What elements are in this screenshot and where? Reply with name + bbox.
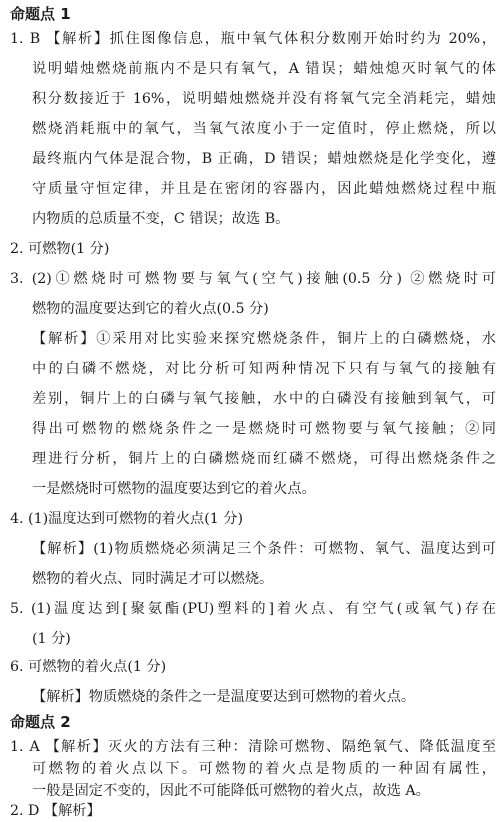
- answer-line: 可燃物的着火点以下。可燃物的着火点是物质的一种固有属性，: [32, 761, 496, 777]
- answer-line: 1. A 【解析】灭火的方法有三种：清除可燃物、隔绝氧气、降低温度至: [10, 739, 496, 755]
- answer-line: 2. D 【解析】: [10, 803, 101, 819]
- answer-line: 燃烧消耗瓶中的氧气，当氧气浓度小于一定值时，停止燃烧，所以: [32, 121, 496, 137]
- answer-line: 说明蜡烛燃烧前瓶内不是只有氧气，A 错误；蜡烛熄灭时氧气的体: [32, 61, 496, 77]
- answer-line: 最终瓶内气体是混合物，B 正确，D 错误；蜡烛燃烧是化学变化，遵: [32, 151, 496, 167]
- answer-line: 理进行分析，铜片上的白磷燃烧而红磷不燃烧，可得出燃烧条件之: [32, 451, 496, 467]
- answer-line: 中的白磷不燃烧，对比分析可知两种情况下只有与氧气的接触有: [32, 361, 496, 377]
- answer-line: 一般是固定不变的，因此不可能降低可燃物的着火点，故选 A。: [32, 783, 430, 799]
- answer-line: 得出可燃物的燃烧条件之一是燃烧时可燃物要与氧气接触；②同: [32, 421, 496, 437]
- answer-line: 5. (1)温度达到[聚氨酯(PU)塑料的]着火点、有空气(或氧气)存在: [10, 601, 496, 617]
- answer-line: 差别，铜片上的白磷与氧气接触，水中的白磷没有接触到氧气，可: [32, 391, 496, 407]
- answer-line: 6. 可燃物的着火点(1 分): [10, 659, 167, 675]
- section-heading-1: 命题点 1: [10, 5, 71, 23]
- answer-line: 【解析】①采用对比实验来探究燃烧条件，铜片上的白磷燃烧，水: [32, 331, 496, 347]
- answer-line: 4. (1)温度达到可燃物的着火点(1 分): [10, 511, 244, 527]
- answer-line: 燃物的着火点、同时满足才可以燃烧。: [32, 571, 274, 587]
- answer-line: 2. 可燃物(1 分): [10, 241, 110, 257]
- answer-line: 3. (2)①燃烧时可燃物要与氧气(空气)接触(0.5 分) ②燃烧时可: [10, 271, 496, 287]
- answer-line: 内物质的总质量不变，C 错误；故选 B。: [32, 211, 290, 227]
- answer-line: 燃物的温度要达到它的着火点(0.5 分): [32, 301, 269, 317]
- section-heading-2: 命题点 2: [10, 713, 71, 731]
- answer-line: 一是燃烧时可燃物的温度要达到它的着火点。: [32, 481, 316, 497]
- answer-line: 【解析】(1)物质燃烧必须满足三个条件：可燃物、氧气、温度达到可: [32, 541, 496, 557]
- answer-line: 积分数接近于 16%，说明蜡烛燃烧并没有将氧气完全消耗完，蜡烛: [32, 91, 496, 107]
- answer-line: 1. B 【解析】抓住图像信息，瓶中氧气体积分数刚开始时约为 20%，: [10, 31, 496, 47]
- answer-line: (1 分): [32, 631, 71, 647]
- answer-line: 守质量守恒定律，并且是在密闭的容器内，因此蜡烛燃烧过程中瓶: [32, 181, 496, 197]
- answer-line: 【解析】物质燃烧的条件之一是温度要达到可燃物的着火点。: [32, 689, 416, 705]
